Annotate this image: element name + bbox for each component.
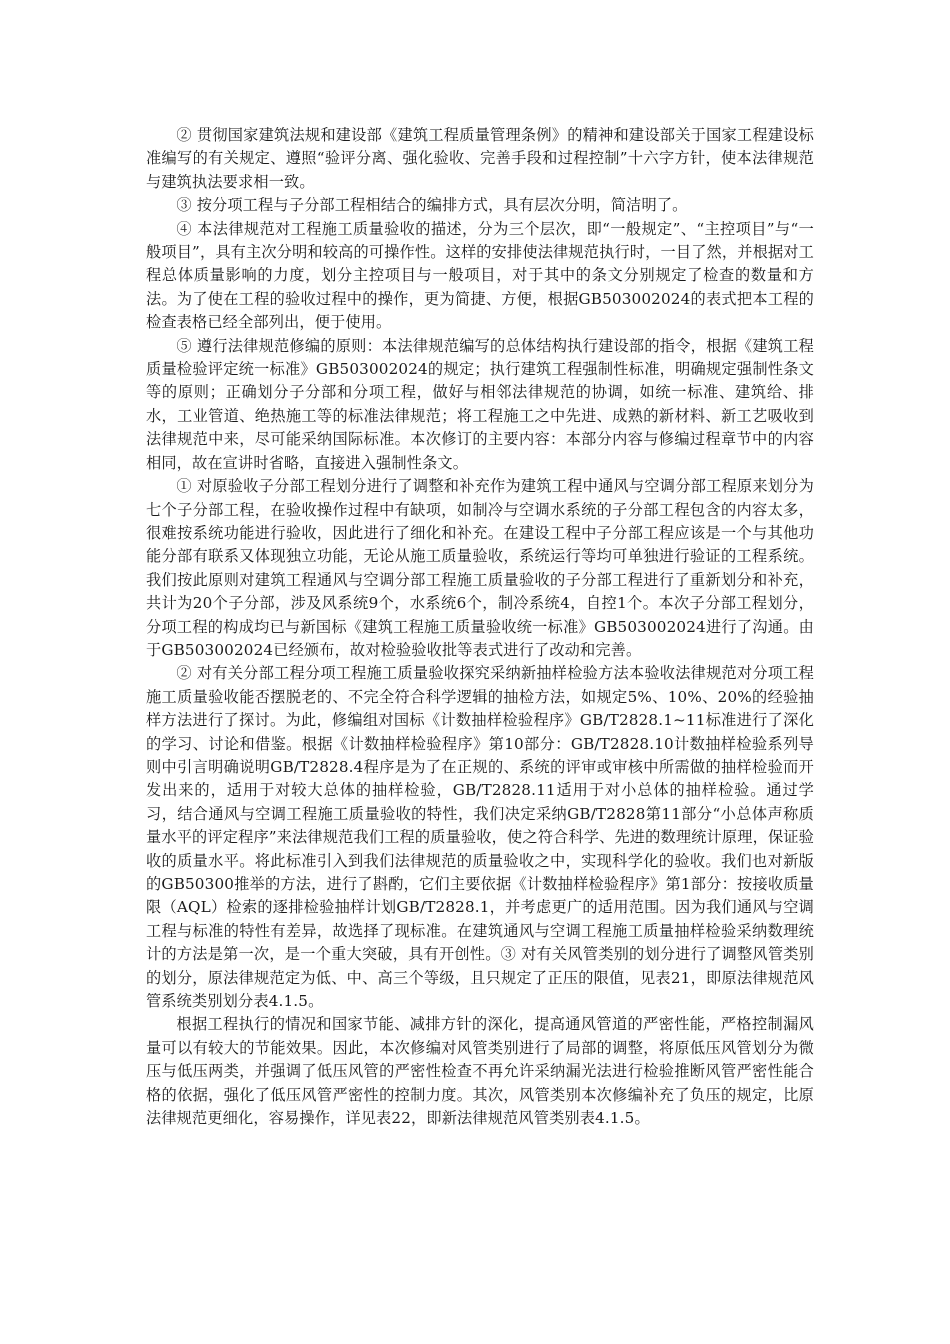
paragraph-revision-1: ① 对原验收子分部工程划分进行了调整和补充作为建筑工程中通风与空调分部工程原来划分为七个子分部工程，在验收操作过程中有缺项，如制冷与空调水系统的子分部工程包含的内容太多，很难按系统功能进行验收，因此进行了细化和补充。在建设工程中子分部工程应该是一个与其他功能分部有联系又体现独立功能，无论从施工质量验收，系统运行等均可单独进行验证的工程系统。我们按此原则对建筑工程通风与空调分部工程施工质量验收的子分部工程进行了重新划分和补充，共计为20个子分部，涉及风系统9个，水系统6个，制冷系统4，自控1个。本次子分部工程划分，分项工程的构成均已与新国标《建筑工程施工质量验收统一标准》GB503002024进行了沟通。由于GB503002024已经颁布，故对检验验收批等表式进行了改动和完善。 [146, 477, 814, 659]
document-body [146, 124, 814, 1130]
paragraph-revision-2: ② 对有关分部工程分项工程施工质量验收探究采纳新抽样检验方法本验收法律规范对分项工程施工质量验收能否摆脱老的、不完全符合科学逻辑的抽检方法，如规定5%、10%、20%的经验抽样方法进行了探讨。为此，修编组对国标《计数抽样检验程序》GB/T2828.1~11标准进行了深化的学习、讨论和借鉴。根据《计数抽样检验程序》第10部分：GB/T2828.10计数抽样检验系列导则中引言明确说明GB/T2828.4程序是为了在正规的、系统的评审或审核中所需做的抽样检验而开发出来的，适用于对较大总体的抽样检验，GB/T2828.11适用于对小总体的抽样检验。通过学习，结合通风与空调工程施工质量验收的特性，我们决定采纳GB/T2828第11部分“小总体声称质量水平的评定程序”来法律规范我们工程的质量验收，使之符合科学、先进的数理统计原理，保证验收的质量水平。将此标准引入到我们法律规范的质量验收之中，实现科学化的验收。我们也对新版的GB50300推举的方法，进行了斟酌，它们主要依据《计数抽样检验程序》第1部分：按接收质量限（AQL）检索的逐排检验抽样计划GB/T2828.1，并考虑更广的适用范围。因为我们通风与空调工程与标准的特性有差异，故选择了现标准。在建筑通风与空调工程施工质量抽样检验采纳数理统计的方法是第一次，是一个重大突破，具有开创性。③ 对有关风管类别的划分进行了调整风管类别的划分，原法律规范定为低、中、高三个等级，且只规定了正压的限值，见表21，即原法律规范风管系统类别划分表4.1.5。 [146, 664, 814, 1011]
paragraph-principle-5: ⑤ 遵行法律规范修编的原则：本法律规范编写的总体结构执行建设部的指令，根据《建筑工程质量检验评定统一标准》GB503002024的规定；执行建筑工程强制性标准，明确规定强制性条文等的原则；正确划分子分部和分项工程，做好与相邻法律规范的协调，如统一标准、建筑给、排水，工业管道、绝热施工等的标准法律规范；将工程施工之中先进、成熟的新材料、新工艺吸收到法律规范中来，尽可能采纳国际标准。本次修订的主要内容：本部分内容与修编过程章节中的内容相同，故在宣讲时省略，直接进入强制性条文。 [146, 336, 814, 472]
paragraph-revision-conclusion: 根据工程执行的情况和国家节能、减排方针的深化，提高通风管道的严密性能，严格控制漏风量可以有较大的节能效果。因此，本次修编对风管类别进行了局部的调整，将原低压风管划分为微压与低压两类，并强调了低压风管的严密性检查不再允许采纳漏光法进行检验推断风管严密性能合格的依据，强化了低压风管严密性的控制力度。其次，风管类别本次修编补充了负压的规定，比原法律规范更细化，容易操作，详见表22，即新法律规范风管类别表4.1.5。 [146, 1015, 814, 1128]
paragraph-principle-3: ③ 按分项工程与子分部工程相结合的编排方式，具有层次分明，简洁明了。 [176, 196, 688, 215]
paragraph-principle-2: ② 贯彻国家建筑法规和建设部《建筑工程质量管理条例》的精神和建设部关于国家工程建设标准编写的有关规定、遵照“验评分离、强化验收、完善手段和过程控制”十六字方针，使本法律规范与建筑执法要求相一致。 [146, 126, 814, 191]
paragraph-principle-4: ④ 本法律规范对工程施工质量验收的描述，分为三个层次，即“一般规定”、“主控项目”与“一般项目”，具有主次分明和较高的可操作性。这样的安排使法律规范执行时，一目了然，并根据对工程总体质量影响的力度，划分主控项目与一般项目，对于其中的条文分别规定了检查的数量和方法。为了使在工程的验收过程中的操作，更为简捷、方便，根据GB503002024的表式把本工程的检查表格已经全部列出，便于使用。 [146, 219, 814, 332]
